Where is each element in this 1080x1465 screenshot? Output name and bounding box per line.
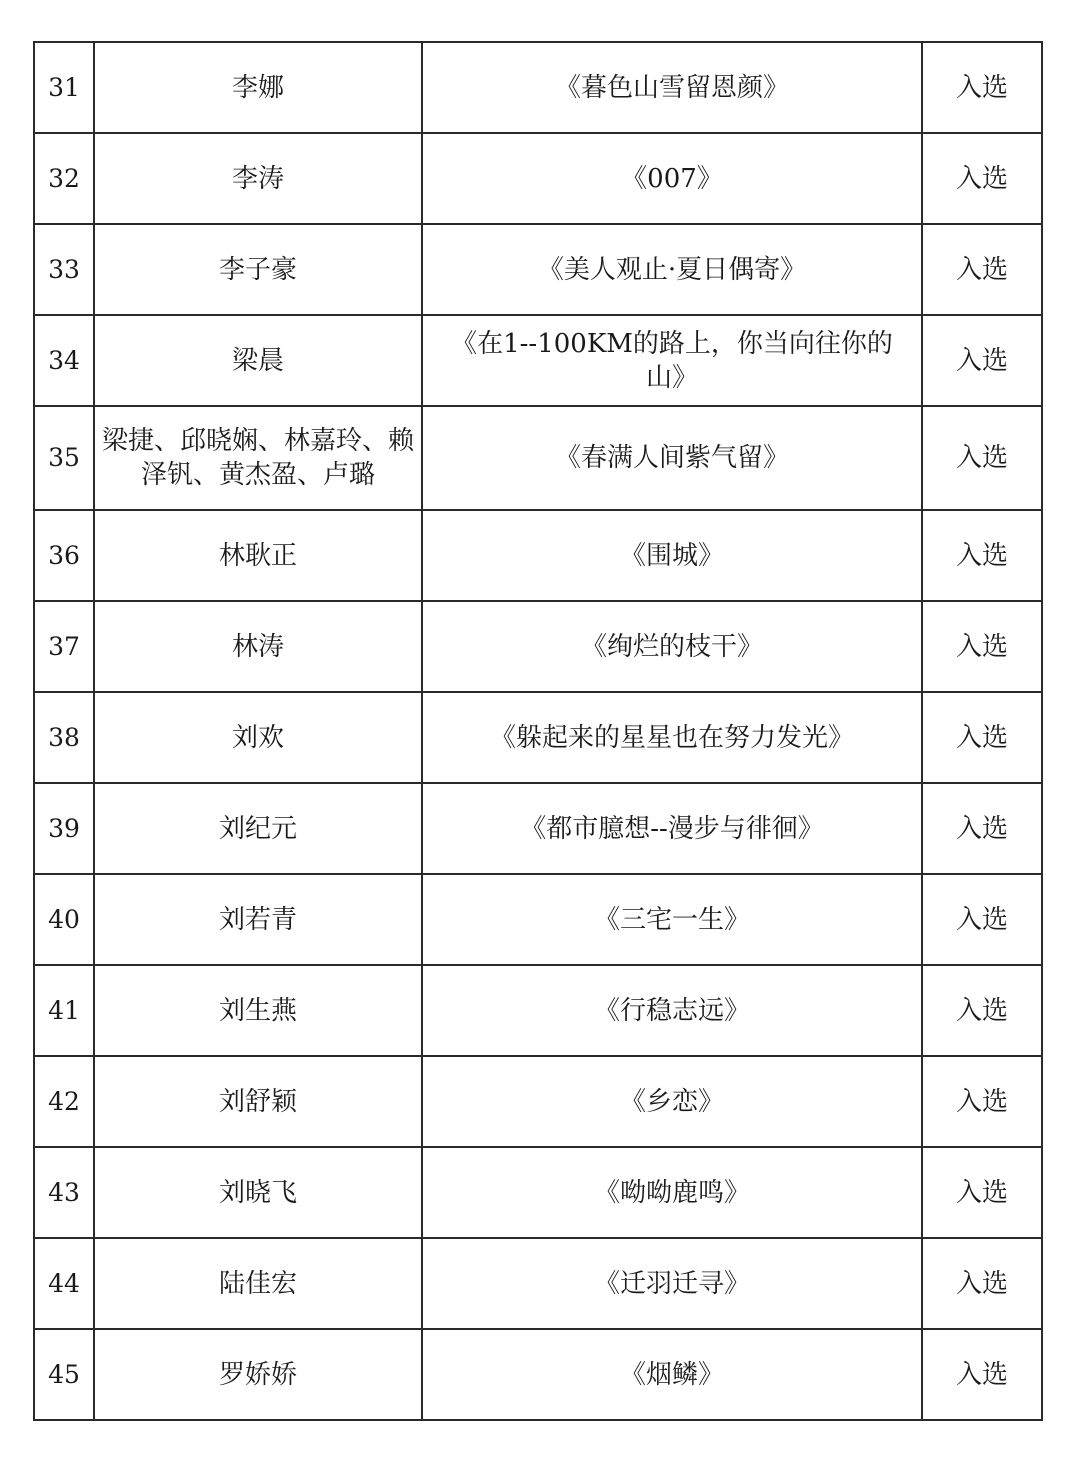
author-cell: 李子豪	[94, 224, 422, 315]
author-cell: 李涛	[94, 133, 422, 224]
row-number: 38	[34, 692, 94, 783]
work-title-cell: 《行稳志远》	[422, 965, 922, 1056]
result-cell: 入选	[922, 601, 1042, 692]
work-title-cell: 《三宅一生》	[422, 874, 922, 965]
author-cell: 罗娇娇	[94, 1329, 422, 1420]
author-cell: 李娜	[94, 42, 422, 133]
table-row	[34, 510, 1042, 601]
work-title-cell: 《在1--100KM的路上，你当向往你的山》	[422, 315, 922, 406]
table-row	[34, 1329, 1042, 1420]
author-cell: 林耿正	[94, 510, 422, 601]
work-title-cell: 《都市臆想--漫步与徘徊》	[422, 783, 922, 874]
result-cell: 入选	[922, 1329, 1042, 1420]
work-title-cell: 《呦呦鹿鸣》	[422, 1147, 922, 1238]
table-row	[34, 315, 1042, 406]
row-number: 34	[34, 315, 94, 406]
table-row	[34, 601, 1042, 692]
author-cell: 梁晨	[94, 315, 422, 406]
work-title-cell: 《美人观止·夏日偶寄》	[422, 224, 922, 315]
result-cell: 入选	[922, 783, 1042, 874]
author-cell: 林涛	[94, 601, 422, 692]
result-cell: 入选	[922, 874, 1042, 965]
row-number: 35	[34, 406, 94, 510]
result-cell: 入选	[922, 133, 1042, 224]
work-title-cell: 《围城》	[422, 510, 922, 601]
row-number: 42	[34, 1056, 94, 1147]
result-cell: 入选	[922, 1238, 1042, 1329]
work-title-cell: 《007》	[422, 133, 922, 224]
table-row	[34, 406, 1042, 510]
work-title-cell: 《烟鳞》	[422, 1329, 922, 1420]
table-row	[34, 133, 1042, 224]
table-row	[34, 1056, 1042, 1147]
author-cell: 刘舒颖	[94, 1056, 422, 1147]
result-cell: 入选	[922, 224, 1042, 315]
results-table	[33, 41, 1043, 1421]
work-title-cell: 《躲起来的星星也在努力发光》	[422, 692, 922, 783]
author-cell: 刘欢	[94, 692, 422, 783]
row-number: 32	[34, 133, 94, 224]
author-cell: 刘若青	[94, 874, 422, 965]
result-cell: 入选	[922, 510, 1042, 601]
table-row	[34, 965, 1042, 1056]
table-row	[34, 1238, 1042, 1329]
table-row	[34, 1147, 1042, 1238]
author-cell: 刘晓飞	[94, 1147, 422, 1238]
row-number: 31	[34, 42, 94, 133]
row-number: 41	[34, 965, 94, 1056]
table-row	[34, 224, 1042, 315]
table-row	[34, 692, 1042, 783]
result-cell: 入选	[922, 692, 1042, 783]
row-number: 33	[34, 224, 94, 315]
result-cell: 入选	[922, 406, 1042, 510]
work-title-cell: 《绚烂的枝干》	[422, 601, 922, 692]
row-number: 43	[34, 1147, 94, 1238]
result-cell: 入选	[922, 1056, 1042, 1147]
table-row	[34, 42, 1042, 133]
result-cell: 入选	[922, 965, 1042, 1056]
work-title-cell: 《乡恋》	[422, 1056, 922, 1147]
result-cell: 入选	[922, 315, 1042, 406]
row-number: 44	[34, 1238, 94, 1329]
result-cell: 入选	[922, 1147, 1042, 1238]
result-cell: 入选	[922, 42, 1042, 133]
row-number: 36	[34, 510, 94, 601]
work-title-cell: 《春满人间紫气留》	[422, 406, 922, 510]
row-number: 39	[34, 783, 94, 874]
table-row	[34, 783, 1042, 874]
author-cell: 陆佳宏	[94, 1238, 422, 1329]
author-cell: 刘生燕	[94, 965, 422, 1056]
work-title-cell: 《迁羽迁寻》	[422, 1238, 922, 1329]
work-title-cell: 《暮色山雪留恩颜》	[422, 42, 922, 133]
table-row	[34, 874, 1042, 965]
author-cell: 梁捷、邱晓娴、林嘉玲、赖泽钒、黄杰盈、卢璐	[94, 406, 422, 510]
author-cell: 刘纪元	[94, 783, 422, 874]
row-number: 45	[34, 1329, 94, 1420]
row-number: 40	[34, 874, 94, 965]
row-number: 37	[34, 601, 94, 692]
